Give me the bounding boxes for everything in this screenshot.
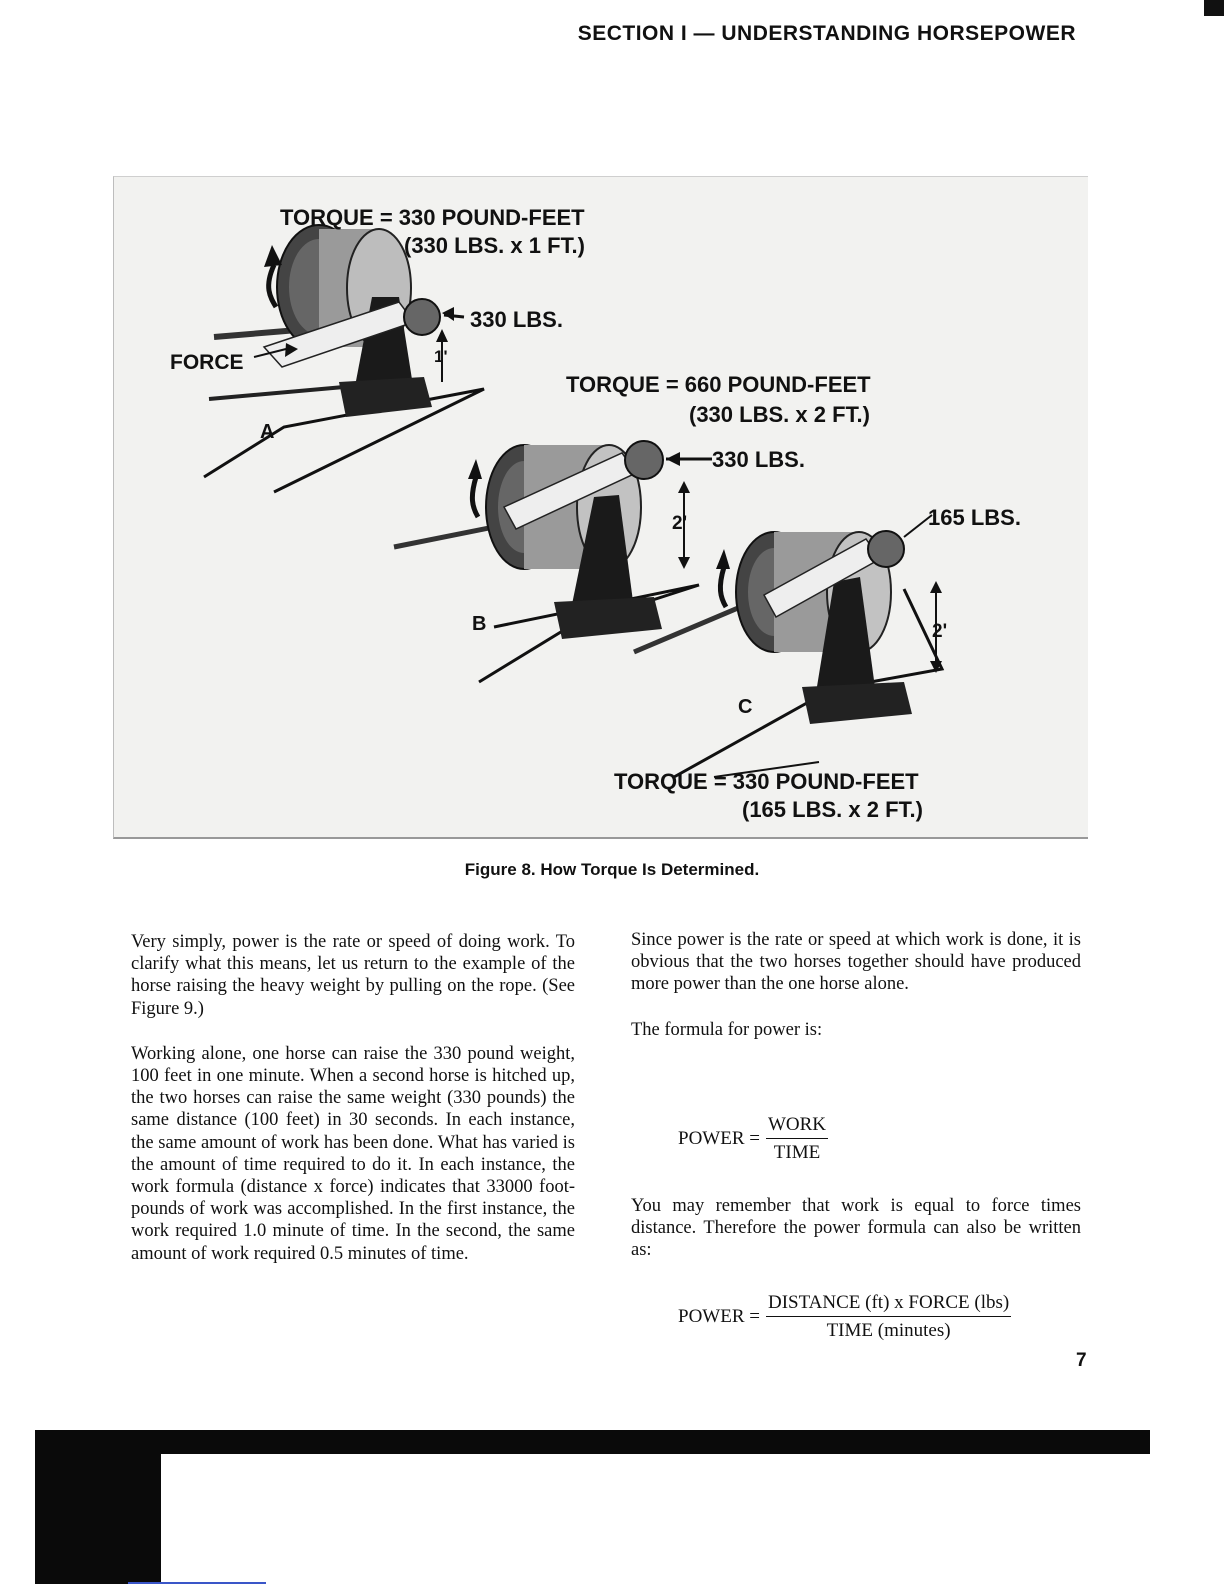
torque-a-line1: TORQUE = 330 POUND-FEET: [280, 205, 585, 230]
power-formula: [678, 1114, 828, 1164]
torque-c-line2: (165 LBS. x 2 FT.): [742, 797, 923, 822]
torque-c-line1: TORQUE = 330 POUND-FEET: [614, 769, 919, 794]
formula-fraction: [766, 1292, 1011, 1342]
figure-caption: Figure 8. How Torque Is Determined.: [464, 860, 760, 879]
formula-fraction: [766, 1114, 828, 1164]
force-a-value: 330 LBS.: [470, 307, 563, 332]
distance-a: 1': [434, 347, 448, 366]
paragraph: The formula for power is:: [631, 1019, 823, 1040]
winch-b: [394, 441, 712, 682]
corner-mark: [1204, 0, 1224, 16]
footer-bar: [35, 1430, 1150, 1454]
right-column: [631, 929, 1081, 1064]
formula-denominator: TIME: [773, 1142, 821, 1163]
page-number: 7: [1076, 1350, 1087, 1371]
torque-a-line2: (330 LBS. x 1 FT.): [404, 233, 585, 258]
distance-c: 2': [932, 621, 948, 642]
footer-block: [35, 1430, 161, 1584]
formula-denominator: TIME (minutes): [826, 1320, 951, 1341]
torque-b-line2: (330 LBS. x 2 FT.): [689, 402, 870, 427]
winch-c: [634, 515, 942, 777]
paragraph: Since power is the rate or speed at which work is done, it is obvious that the two horses together should have produced more power than the one horse alone.: [631, 930, 1081, 995]
power-formula-expanded: [678, 1292, 1011, 1342]
formula-lhs: POWER =: [678, 1128, 760, 1149]
torque-illustration: [114, 177, 1088, 837]
formula-numerator: WORK: [766, 1114, 828, 1139]
section-header: SECTION I — UNDERSTANDING HORSEPOWER: [577, 22, 1076, 45]
paragraph: You may remember that work is equal to force times distance. Therefore the power formula can also be written as:: [631, 1196, 1081, 1261]
label-b: B: [472, 613, 487, 635]
force-b-value: 330 LBS.: [712, 447, 805, 472]
force-c-value: 165 LBS.: [928, 505, 1021, 530]
torque-b-line1: TORQUE = 660 POUND-FEET: [566, 372, 871, 397]
force-label: FORCE: [170, 351, 244, 374]
formula-numerator: DISTANCE (ft) x FORCE (lbs): [766, 1292, 1011, 1317]
right-column-continued: [631, 1195, 1081, 1285]
formula-lhs: POWER =: [678, 1306, 760, 1327]
left-column: [131, 931, 575, 1288]
torque-figure: [113, 176, 1088, 839]
label-a: A: [260, 421, 275, 443]
paragraph: Working alone, one horse can raise the 330 pound weight, 100 feet in one minute. When a second horse is hitched up, the two horses can raise the same weight (330 pounds) the same distance (100 feet) in 30 seconds. In each instance, the same amount of work has been done. What has varied is the amount of time required to do it. In each instance, the work formula (distance x force) indicates that 33000 foot-pounds of work was accomplished. In the first instance, the work required 1.0 minute of time. In the second, the same amount of work required 0.5 minutes of time.: [131, 1043, 575, 1264]
label-c: C: [738, 696, 753, 718]
distance-b: 2': [672, 513, 688, 534]
paragraph: Very simply, power is the rate or speed of doing work. To clarify what this means, let us return to the example of the horse raising the heavy weight by pulling on the rope. (See Figure 9.): [131, 932, 575, 1019]
